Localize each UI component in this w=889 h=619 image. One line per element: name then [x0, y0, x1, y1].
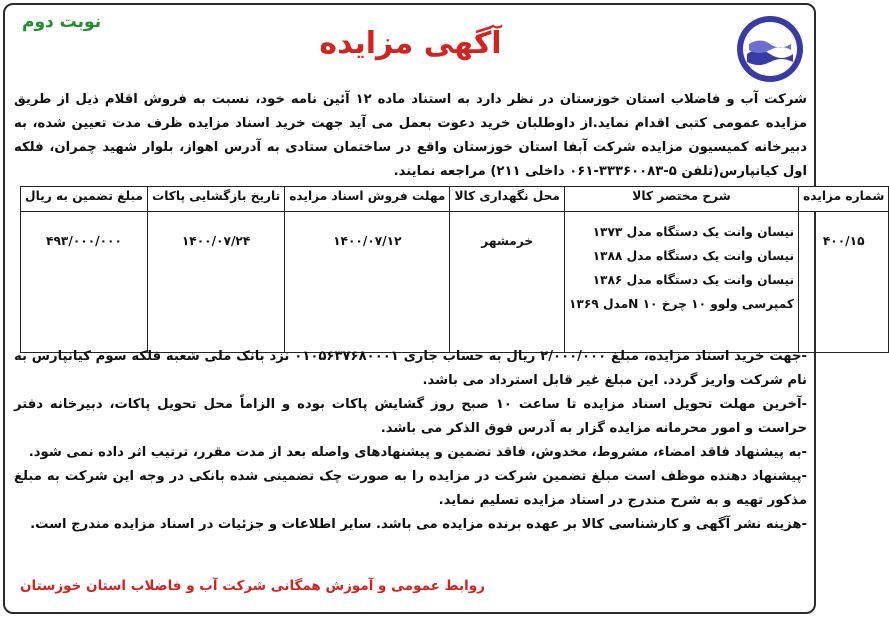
item-line: کمپرسی ولوو ۱۰ چرخ ۱۰ Nمدل ۱۳۶۹	[568, 297, 795, 311]
note-item: -آخرین مهلت تحویل اسناد مزایده تا ساعت ۱۰ صبح روز گشایش پاکات بوده و الزاماً محل تحویل پاکات، دبیرخانه دفتر حراست و امور محرمانه مزایده گزار به آدرس فوق الذکر می باشد.	[14, 397, 807, 436]
round-label: نوبت دوم	[22, 12, 102, 32]
auction-table	[20, 186, 889, 353]
note-item: -جهت خرید اسناد مزایده، مبلغ ۲/۰۰۰/۰۰۰ ریال به حساب جاری ۰۱۰۵۶۳۷۶۸۰۰۰۱ نزد بانک ملی شعبه فلکه سوم کیانپارس به نام شرکت واریز گردد. این مبلغ غیر قابل استرداد می باشد.	[14, 349, 807, 388]
header-location: محل نگهداری کالا	[450, 187, 565, 212]
item-line: نیسان وانت یک دستگاه مدل ۱۳۷۳	[592, 225, 795, 239]
header-description: شرح مختصر کالا	[564, 187, 798, 212]
item-line: نیسان وانت یک دستگاه مدل ۱۳۸۸	[592, 249, 795, 263]
header-number: شماره مزایده	[799, 187, 889, 212]
cell-deadline: ۱۴۰۰/۰۷/۱۲	[285, 212, 450, 353]
cell-opening: ۱۴۰۰/۰۷/۲۴	[147, 212, 284, 353]
table-row	[21, 212, 889, 353]
cell-description	[564, 212, 798, 353]
header-deadline: مهلت فروش اسناد مزایده	[285, 187, 450, 212]
item-line: نیسان وانت یک دستگاه مدل ۱۳۸۶	[592, 273, 795, 287]
note-item: -پیشنهاد دهنده موظف است مبلغ تضمین شرکت در مزایده را به صورت چک تضمینی شده بانکی در وجه این شرکت به مبلغ مذکور تهیه و به شرح مندرج در اسناد مزایده تسلیم نماید.	[14, 469, 807, 508]
cell-guarantee: ۴۹۳/۰۰۰/۰۰۰	[21, 212, 148, 353]
header-opening: تاریخ بازگشایی پاکات	[147, 187, 284, 212]
note-item: -به پیشنهاد فاقد امضاء، مشروط، مخدوش، فاقد تضمین و پیشنهادهای واصله بعد از مدت مقرر، ترتیب اثر داده نمی شود.	[28, 445, 807, 460]
page-title: آگهی مزایده	[319, 26, 502, 61]
cell-location: خرمشهر	[450, 212, 565, 353]
cell-number: ۴۰۰/۱۵	[799, 212, 889, 353]
company-logo-icon	[733, 12, 807, 86]
header-guarantee: مبلغ تضمین به ریال	[21, 187, 148, 212]
table-header-row	[21, 187, 889, 212]
note-item: -هزینه نشر آگهی و کارشناسی کالا بر عهده برنده مزایده می باشد. سایر اطلاعات و جزئیات در اسناد مزایده مندرج است.	[30, 517, 807, 532]
header	[0, 0, 821, 90]
intro-paragraph: شرکت آب و فاضلاب استان خوزستان در نظر دارد به استناد ماده ۱۲ آئین نامه خود، نسبت به فروش اقلام ذیل از طریق مزایده عمومی کتبی اقدام نماید.از داوطلبان خرید دعوت بعمل می آید جهت خرید اسناد مزایده ظرف مدت تعیین شده، به دبیرخانه کمیسیون مزایده شرکت آبفا استان خوزستان واقع در ساختمان ستادی به آدرس اهواز، بلوار شهید چمران، فلکه اول کیانپارس(تلفن ۵-۳۳۳۶۰۰۸۳-۰۶۱ داخلی ۲۱۱) مراجعه نمایند.	[14, 92, 807, 179]
notes-section	[14, 345, 807, 537]
footer-signature: روابط عمومی و آموزش همگانی شرکت آب و فاضلاب استان خوزستان	[20, 578, 485, 594]
